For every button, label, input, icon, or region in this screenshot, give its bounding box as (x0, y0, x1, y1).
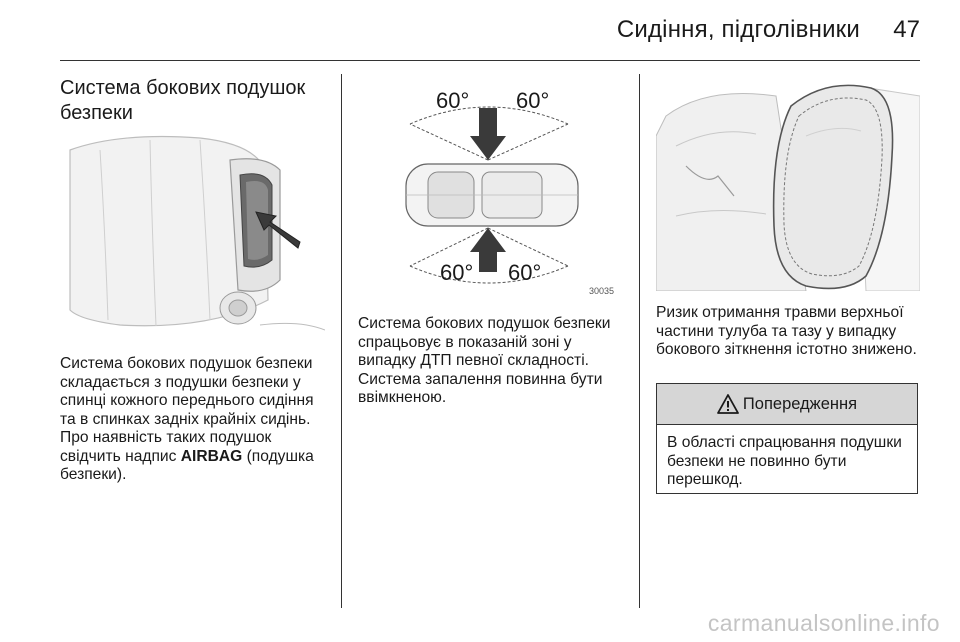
deployed-side-airbag-illustration (656, 76, 920, 291)
seat-airbag-label-illustration (60, 130, 325, 342)
angle-label: 60° (508, 260, 542, 285)
warning-title: Попередження (742, 394, 858, 413)
warning-box (656, 383, 918, 494)
angle-label: 60° (436, 88, 470, 113)
column-divider-1 (341, 74, 342, 608)
figure-number: 30035 (589, 286, 615, 296)
col3-paragraph: Ризик отримання травми верхньої частини тулуба та тазу у випадку бокового зіткнення істотно знижено. (656, 304, 917, 358)
angle-label: 60° (440, 260, 474, 285)
column-divider-2 (639, 74, 640, 608)
airbag-label-text: AIRBAG (180, 447, 243, 465)
section-heading: Система бокових подушок безпеки (60, 77, 306, 124)
col1-paragraph (60, 355, 330, 485)
warning-triangle-icon (717, 394, 739, 414)
page-number: 47 (893, 16, 920, 43)
col2-paragraph: Система бокових подушок безпеки спрацьовує в показаній зоні у випадку ДТП певної складності. Система запалення повинна бути ввімкненою. (358, 315, 611, 406)
col1-text-after: (подушка безпеки). (60, 447, 314, 483)
warning-header (657, 384, 917, 425)
header-divider (60, 60, 920, 61)
warning-text: В області спрацювання подушки безпеки не повинно бути перешкод. (667, 434, 902, 488)
angle-label: 60° (516, 88, 550, 113)
page-title: Сидіння, підголівники (616, 16, 860, 43)
col1-text-before: Система бокових подушок безпеки складається з подушки безпеки у спинці кожного переднього сидіння та в спинках задніх крайніх сидінь. Про наявність таких подушок свідчить надпис (60, 355, 314, 465)
deployment-zone-diagram (358, 76, 623, 300)
footer-watermark: carmanualsonline.info (707, 610, 940, 636)
